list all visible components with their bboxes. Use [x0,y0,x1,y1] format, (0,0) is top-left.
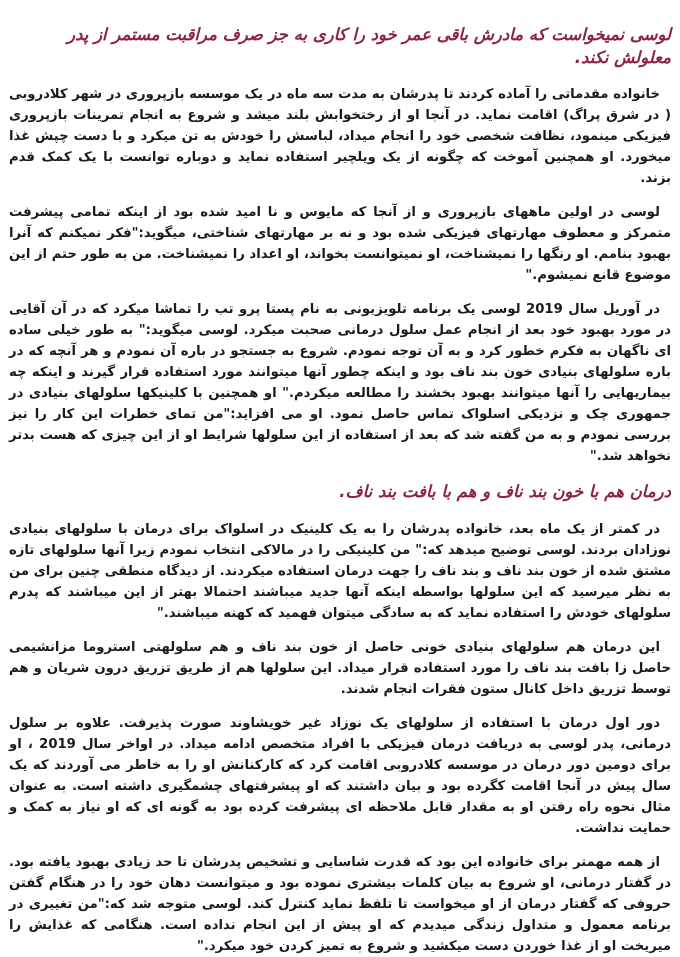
article-paragraph: در آوریل سال 2019 لوسی یک برنامه تلویزیونی به نام پستا پرو تب را تماشا میکرد که در آن آقایی در مورد بهبود خود بعد از انجام عمل سلول درمانی صحبت میکرد. لوسی میگوید:" به طور خیلی ساده ای ناگهان به فکرم خطور کرد و به آن توجه نمودم. شروع به جستجو در باره آن نمودم و هر آنچه که در باره سلولهای بنیادی خون بند ناف بود و اینکه چطور آنها میتوانند مورد استفاده قرار گیرند و اینکه چه بیماریهایی را آنها میتوانند بهبود بخشند را مطالعه میکردم." او همچنین با کلینیکها سلولهای بنیادی در جمهوری چک و نزدیکی اسلواک تماس حاصل نمود. او می افزاید:"من تمای خطرات این کار را نیز بررسی نمودم و به من گفته شد که بعد از استفاده از این سلولها شرایط او از این چیزی که هست بدتر نخواهد شد." [9,302,671,464]
article-paragraph: این درمان هم سلولهای بنیادی خونی حاصل از خون بند ناف و هم سلولهتی استروما مزانشیمی حاصل زا بافت بند ناف را مورد استفاده قرار میداد. این سلولها هم از طریق تزریق درون شریان و هم توسط تزریق داخل کانال ستون فقرات انجام شدند. [9,640,671,697]
article-paragraph: از همه مهمتر برای خانواده این بود که قدرت شاسایی و تشخیص پدرشان تا حد زیادی بهبود یافته بود. در گفتار درمانی، او شروع به بیان کلمات بیشتری نموده بود و میتوانست دهان خود را در هنگام گفتن حروفی که گفتار درمان از او میخواست تا تلفظ نماید کنترل کند. لوسی متوجه شد که:"من تغییری در برنامه معمول و متداول زندگی میدیدم که او پیش از این انجام نداده است. هنگامی که غذایش را میریخت او از غذا خوردن دست میکشید و شروع به تمیز کردن خود میکرد." [9,855,671,954]
article-paragraph: در کمتر از یک ماه بعد، خانواده پدرشان را به یک کلینیک در اسلواک برای درمان با سلولهای بنیادی نوزادان بردند. لوسی توضیح میدهد که:" من کلینیکی را در مالاکی انتخاب نمودم زیرا آنها سلولهای تازه مشتق شده از خون بند ناف و بند ناف را جهت درمان استفاده میکردند. از دیدگاه منطقی چنین برای من به نظر میرسید که این سلولها بواسطه اینکه آنها جدید میباشند احتمالا بهتر از این میباشند که پدرم سلولهای خودش را استفاده نماید که به سادگی میتوان فهمید که کهنه میباشند." [9,522,671,621]
article-heading-primary: لوسی نمیخواست که مادرش باقی عمر خود را کاری به جز صرف مراقبت مستمر از پدر معلولش نکند. [67,25,671,67]
article-paragraph: لوسی در اولین ماههای بازپروری و از آنجا که مایوس و نا امید شده بود از اینکه تمامی پیشرفت متمرکز و معطوف مهارتهای فیزیکی شده بود و نه بر مهارتهای شناختی، میگوید:"فکر نمیکنم که آنرا بهبود بنامم. او رنگها را نمیشناخت، او نمیتوانست بخواند، او اعداد را نمیشناخت. من به طور حتم از این موضوع قانع نمیشوم." [9,205,671,283]
article-heading-secondary: درمان هم با خون بند ناف و هم با بافت بند ناف. [339,482,671,501]
article-paragraph: دور اول درمان با استفاده از سلولهای یک نوزاد غیر خویشاوند صورت پذیرفت. علاوه بر سلول درمانی، پدر لوسی به دریافت درمان فیزیکی با افراد متخصص ادامه میداد. در اواخر سال 2019 ، او برای دومین دور درمان در موسسه کلادروبی اقامت کرد که کارکنانش او را به خاطر می آوردند که یک سال پیش در آنجا اقامت کگرده بود و بیان داشتند که او پیشرفتهای چشمگیری داشته است. به عنوان مثال نحوه راه رفتن او به مقدار قابل ملاحظه ای پیشرفت کرده بود به گونه ای که او نیاز به کمک و حمایت نداشت. [9,716,671,836]
article-paragraph: خانواده مقدماتی را آماده کردند تا پدرشان به مدت سه ماه در یک موسسه بازپروری در شهر کلادروبی ( در شرق پراگ) اقامت نماید. در آنجا او از رختخوابش بلند میشد و شروع به انجام تمرینات بازپروری فیزیکی مینمود، نظافت شخصی خود را انجام میداد، لباسش را خودش به تن میکرد و با دست چپش غذا میخورد. او همچنین آموخت که چگونه از یک ویلچیر استفاده نماید و دوباره توانست با یک کمک قدم بزند. [9,87,671,186]
